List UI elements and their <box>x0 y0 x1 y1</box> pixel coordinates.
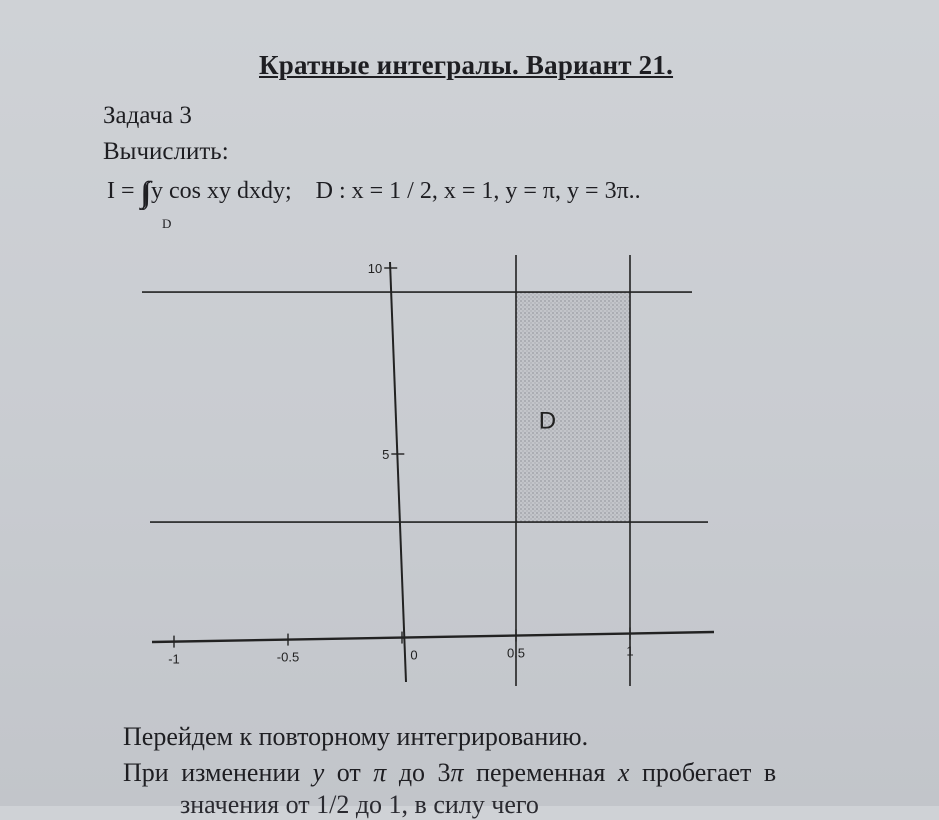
x-tick-label: 1 <box>626 643 634 659</box>
variable-x: x <box>617 758 630 787</box>
region-d-fill <box>516 292 630 522</box>
document-title: Кратные интегралы. Вариант 21. <box>259 50 674 80</box>
y-tick-label: 10 <box>367 261 383 276</box>
x-tick-label: -1 <box>168 651 180 667</box>
paragraph-2 <box>123 758 776 788</box>
paragraph-2-text: до 3 <box>398 758 451 787</box>
formula-lhs: I = <box>107 178 135 204</box>
paragraph-2-text: переменная <box>476 758 606 787</box>
paragraph-2-text: от <box>336 758 361 787</box>
integral-domain-subscript: D <box>162 216 172 231</box>
x-tick-label: 0 <box>410 647 418 663</box>
paragraph-2-text: При изменении <box>123 758 301 787</box>
paragraph-3: значения от 1/2 до 1, в силу чего <box>180 790 539 819</box>
x-tick-label: -0.5 <box>276 649 300 665</box>
paragraph-1: Перейдем к повторному интегрированию. <box>123 722 589 751</box>
y-tick-label: 5 <box>382 447 390 462</box>
region-d-label: D <box>538 407 557 435</box>
symbol-pi: π <box>373 758 387 787</box>
x-tick-label: 0.5 <box>506 645 526 661</box>
symbol-pi: π <box>450 758 464 787</box>
formula-domain: D : x = 1 / 2, x = 1, y = π, y = 3π.. <box>315 178 641 204</box>
task-label: Задача 3 <box>103 102 192 129</box>
instruction-text: Вычислить: <box>103 138 229 165</box>
double-integral-sign: ∫∫ <box>140 176 145 209</box>
paragraph-2-text: пробегает в <box>641 758 777 787</box>
formula-integrand: y cos xy dxdy; <box>150 178 292 204</box>
variable-y: y <box>312 758 325 787</box>
y-axis <box>390 262 406 682</box>
